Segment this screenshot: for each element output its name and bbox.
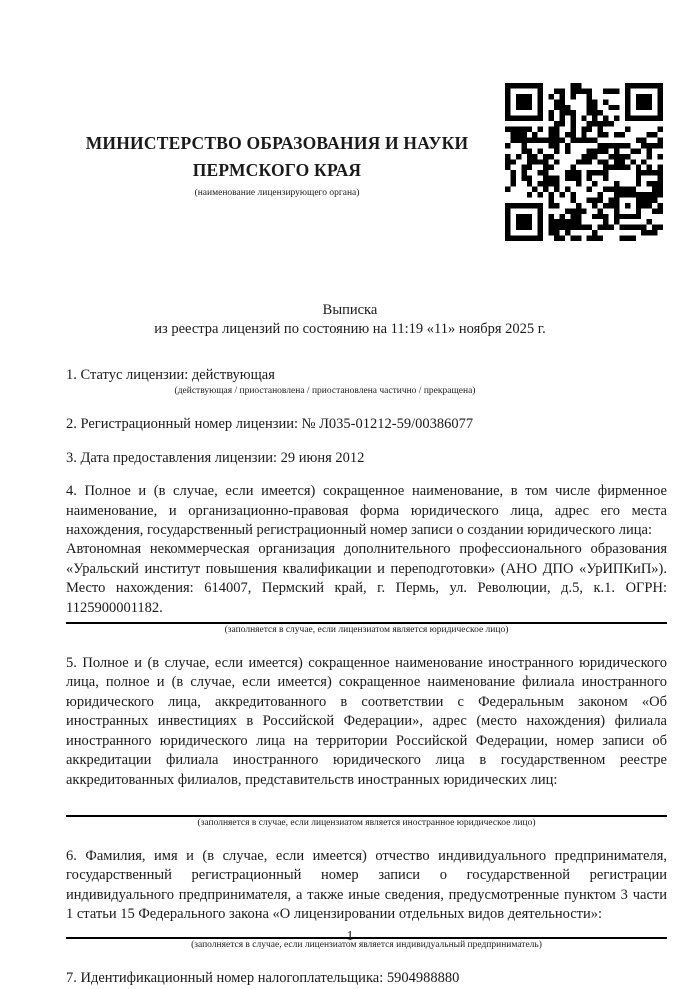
- item-1-status: 1. Статус лицензии: действующая: [66, 367, 275, 383]
- spacer: [66, 468, 667, 482]
- item-4-caption: (заполняется в случае, если лицензиатом является юридическое лицо): [224, 625, 509, 636]
- qr-code: [505, 83, 663, 241]
- spacer: [66, 636, 667, 654]
- item-7-taxpayer-id: 7. Идентификационный номер налогоплательщика: 5904988880: [66, 969, 460, 986]
- ministry-name-line2: ПЕРМСКОГО КРАЯ: [192, 160, 362, 180]
- spacer: [66, 435, 667, 449]
- spacer: [66, 397, 667, 415]
- page-number: 1: [346, 929, 354, 944]
- item-4-legal-entity-question: 4. Полное и (в случае, если имеется) сокращенное наименование, в том числе фирменное наименование, и организационно-правовая форма юридического лица, адрес его места нахождения, государственный регистрационный номер записи о создании юридического лица:: [66, 483, 667, 539]
- document-title: [0, 301, 700, 339]
- item-5-caption: (заполняется в случае, если лицензиатом является иностранное юридическое лицо): [197, 817, 536, 828]
- spacer: [66, 951, 667, 969]
- item-4-legal-entity-answer: Автономная некоммерческая организация дополнительного профессионального образования «Уральский институт повышения квалификации и переподготовки» (АНО ДПО «УрИПКиП»). Место нахождения: 614007, Пермский край, г. Пермь, ул. Революции, д.5, к.1. ОГРН: 1125900001182.: [66, 541, 667, 616]
- item-1-status-caption: (действующая / приостановлена / приостановлена частично / прекращена): [174, 386, 476, 397]
- item-2-registration-number: 2. Регистрационный номер лицензии: № Л035-01212-59/00386077: [66, 416, 474, 433]
- ministry-caption: (наименование лицензирующего органа): [194, 188, 360, 198]
- item-3-grant-date: 3. Дата предоставления лицензии: 29 июня 2012: [66, 449, 365, 466]
- spacer: [66, 829, 667, 847]
- licensing-authority-header: [64, 130, 490, 200]
- item-6-caption: (заполняется в случае, если лицензиатом является индивидуальный предприниматель): [191, 939, 542, 950]
- item-5-foreign-entity-question: 5. Полное и (в случае, если имеется) сокращенное наименование иностранного юридического лица, полное и (в случае, если имеется) сокращенное наименование филиала иностранного юридического лица, аккредитованного в соответствии с Федеральным законом «Об иностранных инвестициях в Российской Федерации», адрес (место нахождения) филиала иностранного юридического лица на территории Российской Федерации, номер записи об аккредитации филиала иностранного юридического лица в государственном реестре аккредитованных филиалов, представительств иностранных юридических лиц:: [66, 655, 667, 788]
- document-title-line2: из реестра лицензий по состоянию на 11:19 «11» ноября 2025 г.: [154, 321, 546, 337]
- item-6-entrepreneur-question: 6. Фамилия, имя и (в случае, если имеется) отчество индивидуального предпринимателя, государственный регистрационный номер записи о государственной регистрации индивидуального предпринимателя, а также иные сведения, предусмотренные пунктом 3 части 1 статьи 15 Федерального закона «О лицензировании отдельных видов деятельности»:: [66, 847, 667, 923]
- ministry-name-line1: МИНИСТЕРСТВО ОБРАЗОВАНИЯ И НАУКИ: [85, 133, 469, 153]
- document-body: [66, 366, 667, 988]
- document-title-line1: Выписка: [322, 302, 378, 318]
- spacer: [66, 790, 667, 815]
- qr-code-image: [505, 83, 663, 241]
